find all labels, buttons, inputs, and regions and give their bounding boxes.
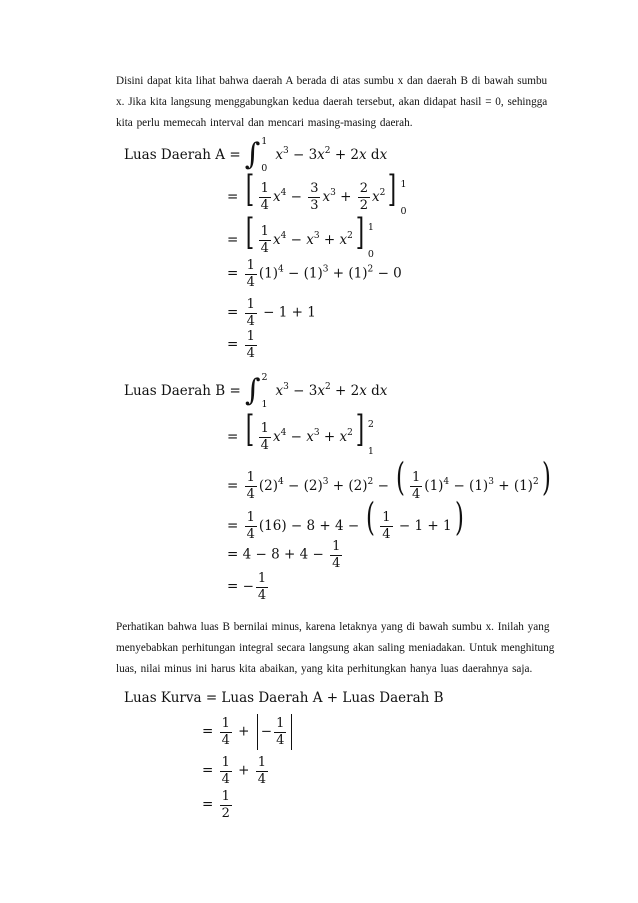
step-a1: = [ $\frac{1}{4}$ $x^4$ − $\frac{3}{3}$ $x^3$ + $\frac{2}{2}$ $x^2$] 1 0	[227, 169, 407, 217]
step-a3: = $\frac{1}{4}$ $(1)^4 - (1)^3 + (1)^2 - 0$	[227, 258, 402, 290]
equation-block-b	[124, 372, 574, 612]
integral-sign: ∫ 1 0	[244, 136, 268, 174]
integrand-a: $x^3 - 3x^2 + 2x$ dx	[275, 146, 388, 163]
step-c2: = $\frac{1}{4}$ + $\frac{1}{4}$	[202, 755, 267, 787]
explanation-paragraph: Perhatikan bahwa luas B bernilai minus, karena letaknya yang di bawah sumbu x. Inilah yang menyebabkan perhitungan integral secara langsung akan saling meniadakan. Untuk menghitung luas, nilai minus ini harus kita abaikan, yang kita perhitungkan hanya luas daerahnya saja.	[116, 621, 555, 675]
integral-sign: ∫ 2 1	[244, 372, 268, 410]
equation-block-a	[124, 136, 564, 366]
integrand-b: $x^3 - 3x^2 + 2x$ dx	[275, 382, 388, 399]
step-a2: = [ $\frac{1}{4}$ $x^4 - x^3 + x^2$] 1 0	[227, 212, 374, 260]
luas-kurva-label: Luas Kurva = Luas Daerah A + Luas Daerah B	[124, 690, 444, 706]
step-c3: = $\frac{1}{2}$	[202, 789, 230, 821]
luas-a-label: Luas Daerah A =	[124, 147, 241, 163]
luas-b-label: Luas Daerah B =	[124, 383, 241, 399]
step-b4: = 4 − 8 + 4 − $\frac{1}{4}$	[227, 539, 341, 571]
step-a4: = $\frac{1}{4}$ − 1 + 1	[227, 297, 316, 329]
intro-paragraph: Disini dapat kita lihat bahwa daerah A berada di atas sumbu x dan daerah B di bawah sumbu x. Jika kita langsung menggabungkan kedua daerah tersebut, akan didapat hasil = 0, sehingga kita perlu memecah interval dan mencari masing-masing daerah.	[116, 75, 548, 129]
equation-block-total	[124, 690, 564, 830]
step-b2: = $\frac{1}{4}$ $(2)^4 - (2)^3 + (2)^2$ − ( $\frac{1}{4}$ $(1)^4 - (1)^3 + (1)^2$)	[227, 455, 551, 502]
step-b5: = − $\frac{1}{4}$	[227, 571, 267, 603]
step-b3: = $\frac{1}{4}$ (16) − 8 + 4 − ( $\frac{1}{4}$ − 1 + 1)	[227, 495, 464, 542]
step-a5: = $\frac{1}{4}$	[227, 329, 255, 361]
step-c1: = $\frac{1}{4}$ + − $\frac{1}{4}$	[202, 714, 295, 750]
step-b1: = [ $\frac{1}{4}$ $x^4 - x^3 + x^2$] 2 1	[227, 409, 374, 457]
